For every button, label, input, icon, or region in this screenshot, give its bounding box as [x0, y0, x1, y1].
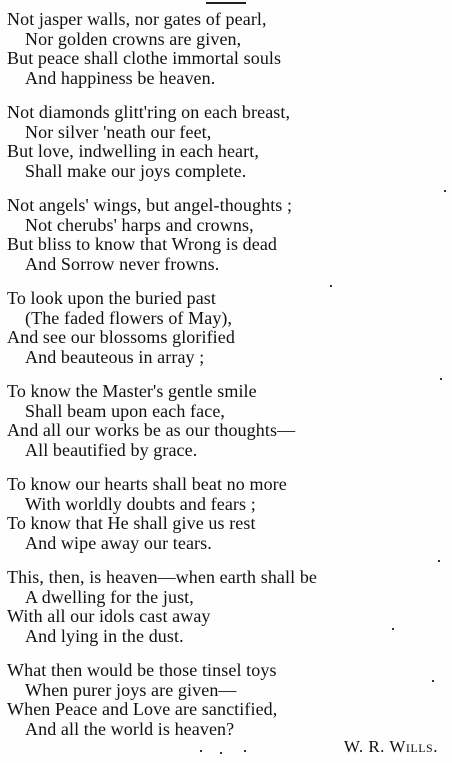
- poem-line: Not cherubs' harps and crowns,: [25, 214, 254, 235]
- poem-line: But bliss to know that Wrong is dead: [7, 234, 278, 254]
- poem-line: Shall make our joys complete.: [25, 160, 247, 181]
- stanza-3: [7, 196, 447, 274]
- poem-line: And beauteous in array ;: [25, 346, 205, 367]
- poem-line: Shall beam upon each face,: [25, 400, 226, 421]
- poem-line: Nor silver 'neath our feet,: [25, 121, 212, 142]
- poem-line: But peace shall clothe immortal souls: [7, 48, 282, 68]
- stanza-1: [7, 10, 447, 88]
- poem: [7, 10, 447, 754]
- print-speck: [392, 628, 394, 630]
- poem-line: And see our blossoms glorified: [7, 327, 235, 347]
- poem-line: To know that He shall give us rest: [7, 513, 256, 533]
- poem-line: This, then, is heaven—when earth shall be: [7, 567, 318, 587]
- print-speck: [220, 752, 222, 754]
- poem-line: To know our hearts shall beat no more: [7, 474, 287, 494]
- poem-line: What then would be those tinsel toys: [7, 660, 277, 680]
- poem-line: And wipe away our tears.: [25, 532, 212, 553]
- poem-line: Not diamonds glitt'ring on each breast,: [7, 102, 291, 122]
- print-speck: [432, 680, 434, 682]
- poem-line: And Sorrow never frowns.: [25, 253, 220, 274]
- stanza-2: [7, 103, 447, 181]
- stanza-7: [7, 568, 447, 646]
- poem-line: With all our idols cast away: [7, 606, 211, 626]
- stanza-6: [7, 475, 447, 553]
- poem-line: Not jasper walls, nor gates of pearl,: [7, 9, 267, 29]
- poem-line: But love, indwelling in each heart,: [7, 141, 259, 161]
- poem-line: And lying in the dust.: [25, 625, 184, 646]
- stanza-4: [7, 289, 447, 367]
- poem-line: Not angels' wings, but angel-thoughts ;: [7, 195, 293, 215]
- print-speck: [330, 285, 332, 287]
- print-speck: [200, 750, 202, 752]
- print-speck: [438, 560, 440, 562]
- poem-line: With worldly doubts and fears ;: [25, 493, 256, 514]
- poem-line: All beautified by grace.: [25, 439, 198, 460]
- poem-line: When Peace and Love are sanctified,: [7, 699, 278, 719]
- poem-line: (The faded flowers of May),: [25, 307, 233, 328]
- print-speck: [444, 190, 446, 192]
- print-speck: [440, 378, 442, 380]
- stanza-5: [7, 382, 447, 460]
- poem-line: When purer joys are given—: [25, 679, 237, 700]
- top-divider-rule: [206, 2, 246, 4]
- print-speck: [244, 750, 246, 752]
- poem-line: To look upon the buried past: [7, 288, 217, 308]
- poem-line: A dwelling for the just,: [25, 586, 194, 607]
- poem-line: And happiness be heaven.: [25, 67, 216, 88]
- author-signature: W. R. Wills.: [343, 737, 438, 756]
- poem-line: And all our works be as our thoughts—: [7, 420, 296, 440]
- poem-line: And all the world is heaven?: [25, 718, 235, 739]
- stanza-8: [7, 661, 447, 739]
- poem-line: To know the Master's gentle smile: [7, 381, 257, 401]
- poem-line: Nor golden crowns are given,: [25, 28, 242, 49]
